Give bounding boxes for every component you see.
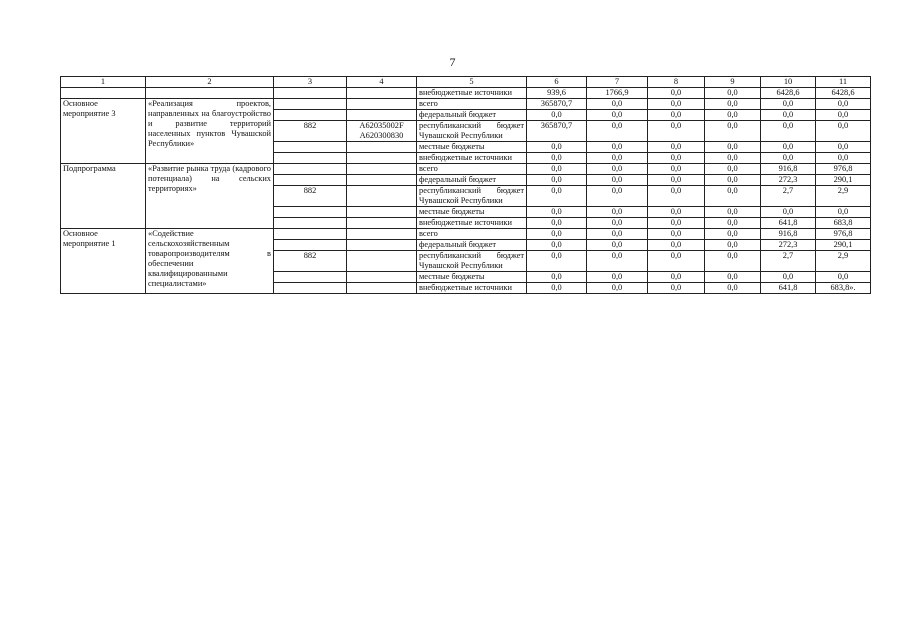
amount-cell: 0,0 [587, 121, 648, 142]
funding-source: местные бюджеты [417, 142, 527, 153]
funding-source: федеральный бюджет [417, 240, 527, 251]
amount-cell: 0,0 [527, 142, 587, 153]
amount-cell: 0,0 [648, 142, 705, 153]
funding-source: республиканский бюджет Чувашской Республики [417, 251, 527, 272]
amount-cell: 0,0 [587, 207, 648, 218]
empty-cell [347, 272, 417, 283]
amount-cell: 0,0 [527, 283, 587, 294]
amount-cell: 0,0 [587, 142, 648, 153]
empty-cell [347, 283, 417, 294]
empty-cell [274, 283, 347, 294]
code-cell: 882 [274, 186, 347, 207]
amount-cell: 641,8 [761, 283, 816, 294]
amount-cell: 0,0 [761, 142, 816, 153]
empty-cell [347, 99, 417, 110]
amount-cell: 0,0 [816, 142, 871, 153]
amount-cell: 0,0 [527, 153, 587, 164]
status-cell: Основное мероприятие 1 [61, 229, 146, 294]
empty-cell [274, 99, 347, 110]
amount-cell: 1766,9 [587, 88, 648, 99]
amount-cell: 0,0 [705, 175, 761, 186]
empty-cell [274, 229, 347, 240]
funding-source: всего [417, 99, 527, 110]
status-cell: Основное мероприятие 3 [61, 99, 146, 164]
funding-source: федеральный бюджет [417, 110, 527, 121]
empty-cell [347, 110, 417, 121]
empty-cell [274, 207, 347, 218]
amount-cell: 0,0 [705, 283, 761, 294]
amount-cell: 0,0 [705, 121, 761, 142]
empty-cell [274, 240, 347, 251]
amount-cell: 0,0 [587, 164, 648, 175]
amount-cell: 0,0 [587, 283, 648, 294]
amount-cell: 6428,6 [816, 88, 871, 99]
column-number: 11 [816, 77, 871, 88]
amount-cell: 6428,6 [761, 88, 816, 99]
amount-cell: 0,0 [705, 110, 761, 121]
amount-cell: 0,0 [648, 99, 705, 110]
amount-cell: 0,0 [587, 229, 648, 240]
column-number: 9 [705, 77, 761, 88]
amount-cell: 683,8 [816, 218, 871, 229]
amount-cell: 2,9 [816, 186, 871, 207]
amount-cell: 0,0 [648, 153, 705, 164]
amount-cell: 0,0 [761, 272, 816, 283]
table-row [61, 229, 871, 240]
amount-cell: 0,0 [587, 251, 648, 272]
amount-cell: 0,0 [648, 110, 705, 121]
amount-cell: 0,0 [648, 218, 705, 229]
amount-cell: 641,8 [761, 218, 816, 229]
column-number: 6 [527, 77, 587, 88]
column-number: 10 [761, 77, 816, 88]
amount-cell: 0,0 [705, 186, 761, 207]
amount-cell: 272,3 [761, 240, 816, 251]
amount-cell: 0,0 [705, 218, 761, 229]
amount-cell: 0,0 [705, 88, 761, 99]
amount-cell: 976,8 [816, 164, 871, 175]
amount-cell: 0,0 [761, 153, 816, 164]
amount-cell: 0,0 [648, 186, 705, 207]
amount-cell: 0,0 [816, 207, 871, 218]
column-number: 5 [417, 77, 527, 88]
column-number: 7 [587, 77, 648, 88]
budget-table [60, 76, 871, 294]
amount-cell: 0,0 [816, 272, 871, 283]
funding-source: внебюджетные источники [417, 283, 527, 294]
amount-cell: 0,0 [705, 229, 761, 240]
amount-cell: 0,0 [648, 240, 705, 251]
column-number: 1 [61, 77, 146, 88]
amount-cell: 272,3 [761, 175, 816, 186]
amount-cell: 0,0 [527, 175, 587, 186]
amount-cell: 0,0 [705, 153, 761, 164]
amount-cell: 0,0 [527, 207, 587, 218]
amount-cell: 0,0 [705, 272, 761, 283]
column-number: 4 [347, 77, 417, 88]
column-number: 2 [146, 77, 274, 88]
program-name-cell: «Развитие рынка труда (кадрового потенциала) на сельских территориях» [146, 164, 274, 229]
amount-cell: 0,0 [587, 240, 648, 251]
empty-cell [347, 240, 417, 251]
amount-cell: 2,7 [761, 186, 816, 207]
funding-source: местные бюджеты [417, 272, 527, 283]
amount-cell: 0,0 [527, 229, 587, 240]
amount-cell: 976,8 [816, 229, 871, 240]
empty-cell [274, 164, 347, 175]
kbk-cell [347, 186, 417, 207]
kbk-cell [347, 251, 417, 272]
funding-source: всего [417, 164, 527, 175]
amount-cell: 0,0 [527, 110, 587, 121]
amount-cell: 0,0 [587, 99, 648, 110]
funding-source: всего [417, 229, 527, 240]
amount-cell: 0,0 [527, 240, 587, 251]
funding-source: федеральный бюджет [417, 175, 527, 186]
funding-source: республиканский бюджет Чувашской Республики [417, 121, 527, 142]
amount-cell: 939,6 [527, 88, 587, 99]
amount-cell: 0,0 [648, 272, 705, 283]
amount-cell: 0,0 [587, 186, 648, 207]
amount-cell: 0,0 [527, 251, 587, 272]
code-cell: 882 [274, 251, 347, 272]
table-body [61, 77, 871, 294]
empty-cell [146, 88, 274, 99]
funding-source: внебюджетные источники [417, 88, 527, 99]
empty-cell [347, 153, 417, 164]
table-row [61, 164, 871, 175]
empty-cell [347, 229, 417, 240]
amount-cell: 0,0 [527, 272, 587, 283]
amount-cell: 0,0 [761, 207, 816, 218]
amount-cell: 0,0 [648, 283, 705, 294]
status-cell: Подпрограмма [61, 164, 146, 229]
amount-cell: 365870,7 [527, 121, 587, 142]
amount-cell: 0,0 [587, 175, 648, 186]
empty-cell [347, 207, 417, 218]
amount-cell: 0,0 [587, 272, 648, 283]
amount-cell: 365870,7 [527, 99, 587, 110]
amount-cell: 290,1 [816, 175, 871, 186]
amount-cell: 0,0 [705, 99, 761, 110]
empty-cell [347, 164, 417, 175]
amount-cell: 0,0 [705, 240, 761, 251]
amount-cell: 0,0 [648, 88, 705, 99]
amount-cell: 0,0 [648, 251, 705, 272]
amount-cell: 0,0 [705, 207, 761, 218]
amount-cell: 0,0 [648, 164, 705, 175]
amount-cell: 0,0 [527, 186, 587, 207]
empty-cell [274, 153, 347, 164]
amount-cell: 683,8». [816, 283, 871, 294]
column-number: 8 [648, 77, 705, 88]
amount-cell: 916,8 [761, 164, 816, 175]
program-name-cell: «Содействие сельскохозяйственным товаропроизводителям в обеспечении квалифицированными специалистами» [146, 229, 274, 294]
amount-cell: 0,0 [648, 229, 705, 240]
empty-cell [347, 218, 417, 229]
amount-cell: 0,0 [705, 164, 761, 175]
amount-cell: 0,0 [648, 121, 705, 142]
amount-cell: 0,0 [587, 110, 648, 121]
code-cell: 882 [274, 121, 347, 142]
empty-cell [274, 110, 347, 121]
empty-cell [347, 142, 417, 153]
amount-cell: 0,0 [816, 110, 871, 121]
empty-cell [347, 175, 417, 186]
amount-cell: 0,0 [648, 207, 705, 218]
table-row [61, 88, 871, 99]
amount-cell: 0,0 [587, 153, 648, 164]
table-row [61, 99, 871, 110]
amount-cell: 2,7 [761, 251, 816, 272]
amount-cell: 0,0 [648, 175, 705, 186]
amount-cell: 916,8 [761, 229, 816, 240]
amount-cell: 290,1 [816, 240, 871, 251]
amount-cell: 0,0 [761, 110, 816, 121]
amount-cell: 0,0 [816, 153, 871, 164]
amount-cell: 0,0 [527, 164, 587, 175]
amount-cell: 2,9 [816, 251, 871, 272]
amount-cell: 0,0 [761, 99, 816, 110]
program-name-cell: «Реализация проектов, направленных на благоустройство и развитие территорий населенных пунктов Чувашской Республики» [146, 99, 274, 164]
funding-source: внебюджетные источники [417, 218, 527, 229]
funding-source: внебюджетные источники [417, 153, 527, 164]
empty-cell [61, 88, 146, 99]
empty-cell [347, 88, 417, 99]
column-number: 3 [274, 77, 347, 88]
header-row [61, 77, 871, 88]
funding-source: местные бюджеты [417, 207, 527, 218]
amount-cell: 0,0 [761, 121, 816, 142]
amount-cell: 0,0 [705, 251, 761, 272]
amount-cell: 0,0 [527, 218, 587, 229]
amount-cell: 0,0 [816, 121, 871, 142]
funding-source: республиканский бюджет Чувашской Республики [417, 186, 527, 207]
page-number: 7 [449, 55, 456, 69]
kbk-cell: А62035002F А620300830 [347, 121, 417, 142]
amount-cell: 0,0 [587, 218, 648, 229]
amount-cell: 0,0 [705, 142, 761, 153]
empty-cell [274, 142, 347, 153]
empty-cell [274, 218, 347, 229]
empty-cell [274, 88, 347, 99]
amount-cell: 0,0 [816, 99, 871, 110]
empty-cell [274, 272, 347, 283]
empty-cell [274, 175, 347, 186]
